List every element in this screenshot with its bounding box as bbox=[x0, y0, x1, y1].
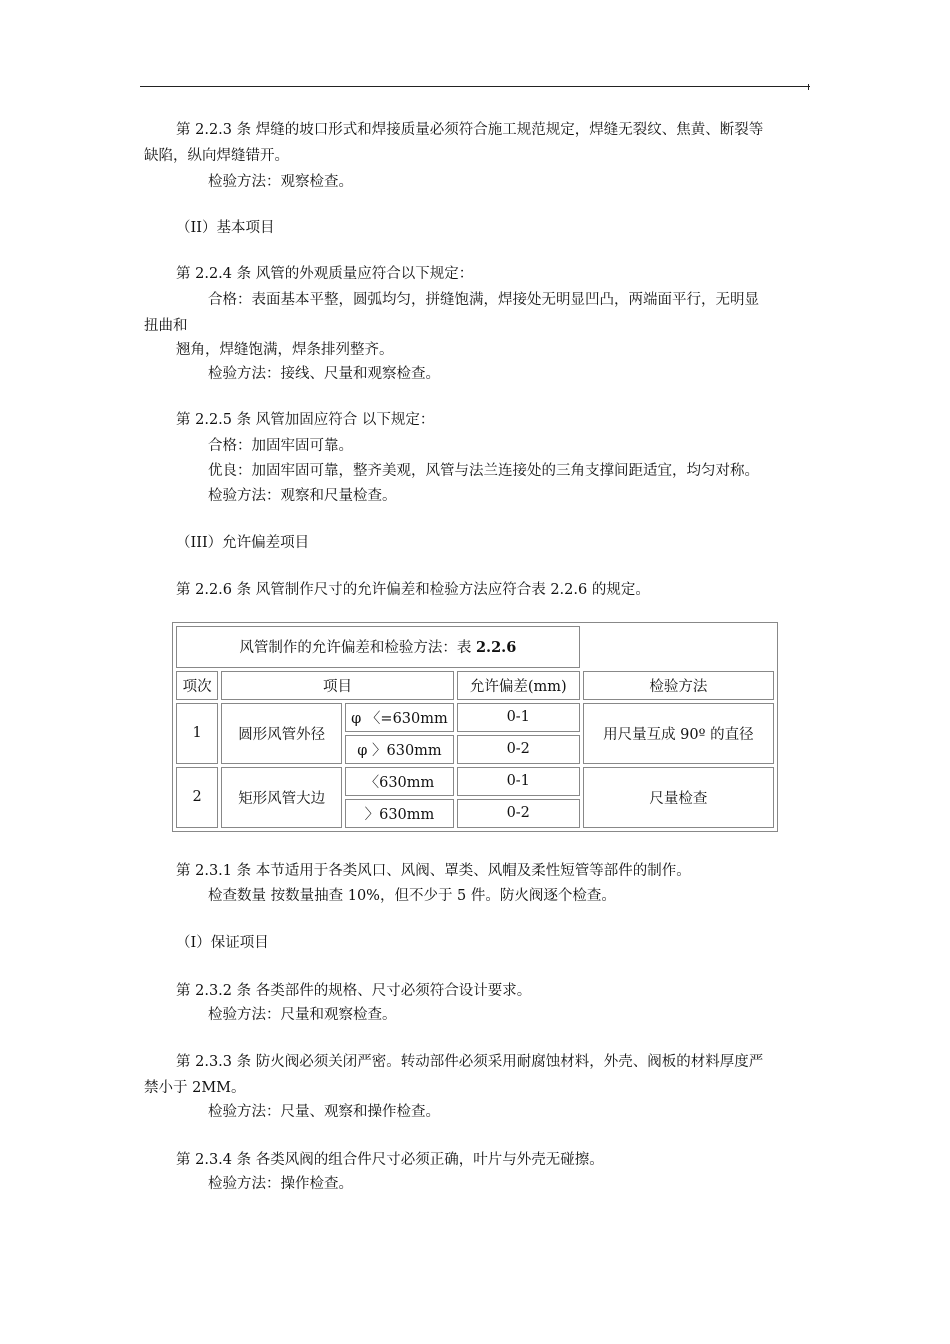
section-heading-tolerance-items: （III）允许偏差项目 bbox=[176, 535, 310, 551]
tolerance-table bbox=[172, 622, 778, 832]
header-rule bbox=[140, 86, 810, 87]
clause-2-3-1: 第 2.3.1 条 本节适用于各类风口、风阀、罩类、风帽及柔性短管等部件的制作。 bbox=[176, 863, 691, 879]
clause-2-3-3: 第 2.3.3 条 防火阀必须关闭严密。转动部件必须采用耐腐蚀材料，外壳、阀板的材料厚度严 bbox=[176, 1054, 764, 1070]
header-tolerance: 允许偏差(mm) bbox=[457, 671, 580, 700]
header-no: 项次 bbox=[176, 671, 218, 700]
clause-2-2-3-cont: 缺陷，纵向焊缝错开。 bbox=[144, 148, 289, 164]
row-spec: 〉630mm bbox=[345, 799, 454, 828]
inspection-method: 检验方法：观察检查。 bbox=[208, 174, 353, 190]
section-heading-guarantee-items: （I）保证项目 bbox=[176, 935, 269, 951]
section-heading-basic-items: （II）基本项目 bbox=[176, 220, 275, 236]
sampling-quantity: 检查数量 按数量抽查 10%，但不少于 5 件。防火阀逐个检查。 bbox=[208, 888, 616, 904]
row-no: 1 bbox=[176, 703, 218, 764]
clause-2-3-4: 第 2.3.4 条 各类风阀的组合件尺寸必须正确，叶片与外壳无碰擦。 bbox=[176, 1152, 604, 1168]
inspection-method: 检验方法：观察和尺量检查。 bbox=[208, 488, 397, 504]
row-method: 尺量检查 bbox=[583, 767, 774, 828]
table-caption: 风管制作的允许偏差和检验方法：表 2.2.6 bbox=[176, 626, 580, 668]
row-tolerance: 0-1 bbox=[457, 767, 580, 796]
clause-2-3-3-cont: 禁小于 2MM。 bbox=[144, 1080, 246, 1096]
row-item: 圆形风管外径 bbox=[221, 703, 342, 764]
row-spec: φ 〉630mm bbox=[345, 735, 454, 764]
clause-2-2-5: 第 2.2.5 条 风管加固应符合 以下规定： bbox=[176, 412, 435, 428]
row-tolerance: 0-2 bbox=[457, 735, 580, 764]
row-spec: 〈630mm bbox=[345, 767, 454, 796]
clause-2-2-6: 第 2.2.6 条 风管制作尺寸的允许偏差和检验方法应符合表 2.2.6 的规定。 bbox=[176, 582, 650, 598]
row-method: 用尺量互成 90º 的直径 bbox=[583, 703, 774, 764]
pass-criteria: 合格：加固牢固可靠。 bbox=[208, 438, 353, 454]
row-tolerance: 0-2 bbox=[457, 799, 580, 828]
excellent-criteria: 优良：加固牢固可靠，整齐美观，风管与法兰连接处的三角支撑间距适宜，均匀对称。 bbox=[208, 463, 759, 479]
clause-2-3-2: 第 2.3.2 条 各类部件的规格、尺寸必须符合设计要求。 bbox=[176, 983, 532, 999]
header-item: 项目 bbox=[221, 671, 454, 700]
row-tolerance: 0-1 bbox=[457, 703, 580, 732]
pass-criteria-cont-2: 翘角，焊缝饱满，焊条排列整齐。 bbox=[176, 342, 394, 358]
inspection-method: 检验方法：接线、尺量和观察检查。 bbox=[208, 366, 440, 382]
table-number: 2.2.6 bbox=[475, 639, 517, 657]
row-spec: φ 〈=630mm bbox=[345, 703, 454, 732]
inspection-method: 检验方法：尺量、观察和操作检查。 bbox=[208, 1104, 440, 1120]
row-item: 矩形风管大边 bbox=[221, 767, 342, 828]
header-method: 检验方法 bbox=[583, 671, 774, 700]
inspection-method: 检验方法：尺量和观察检查。 bbox=[208, 1007, 397, 1023]
clause-2-2-4: 第 2.2.4 条 风管的外观质量应符合以下规定： bbox=[176, 266, 474, 282]
pass-criteria: 合格：表面基本平整，圆弧均匀，拼缝饱满，焊接处无明显凹凸，两端面平行，无明显 bbox=[208, 292, 759, 308]
header-rule-mark bbox=[808, 84, 809, 90]
inspection-method: 检验方法：操作检查。 bbox=[208, 1176, 353, 1192]
pass-criteria-cont: 扭曲和 bbox=[144, 318, 188, 334]
clause-2-2-3: 第 2.2.3 条 焊缝的坡口形式和焊接质量必须符合施工规范规定，焊缝无裂纹、焦黄、断裂等 bbox=[176, 122, 764, 138]
row-no: 2 bbox=[176, 767, 218, 828]
